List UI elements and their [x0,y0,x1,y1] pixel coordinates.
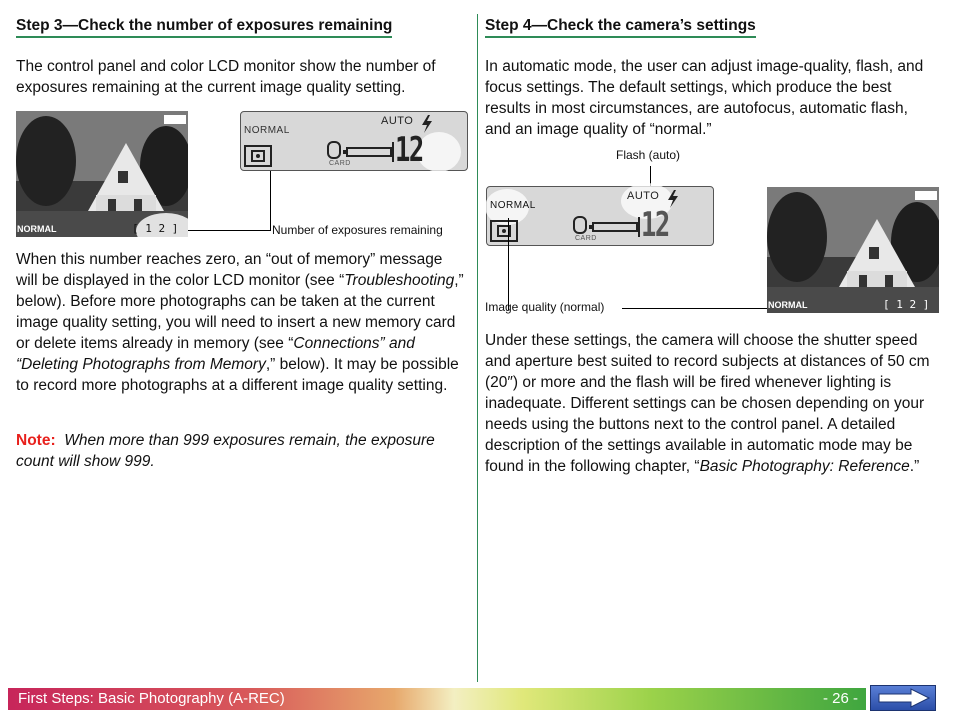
lcd-monitor-photo [16,111,188,237]
next-page-arrow-icon [871,686,935,710]
house-photo-image [16,111,188,237]
photo-exposure-count: [ 1 2 ] [132,222,179,235]
lcd-monitor-photo-settings [767,187,939,313]
footer-bar [8,688,866,710]
step3-body-text-2: ,” below). Before more photographs can be taken at the current image quality setting, you will need to insert a new memory card or delete items already in memory (see “ [16,272,464,352]
panel-card-label: CARD [329,160,351,167]
step3-intro: The control panel and color LCD monitor show the number of exposures remaining at the current image quality setting. [16,58,436,96]
panel-exposure-count: 12 [395,130,423,170]
column-divider [477,14,478,682]
battery-icon [915,191,937,200]
panel-exposure-count: 12 [641,205,669,245]
panel-auto-label: AUTO [381,115,414,127]
matrix-metering-icon [490,220,518,242]
basic-photography-reference-link[interactable]: Basic Photography: Reference [699,458,910,475]
card-memory-icon [573,215,643,237]
step4-intro: In automatic mode, the user can adjust image-quality, flash, and focus settings. The default settings, which produce the best results in most circumstances, are autofocus, automatic flash, and an image quality of “normal.” [485,58,924,138]
photo-quality-label: NORMAL [17,224,57,234]
count-highlight [417,132,461,172]
step3-body-text-1: When this number reaches zero, an “out of memory” message will be displayed in the color LCD monitor (see “ [16,251,443,289]
callout-flash-auto: Flash (auto) [616,148,681,162]
house-photo-image [767,187,939,313]
flash-icon [667,190,679,208]
panel-quality-label: NORMAL [244,125,290,136]
note-text: When more than 999 exposures remain, the exposure count will show 999. [16,432,435,470]
card-memory-icon [327,140,397,162]
photo-quality-label: NORMAL [768,300,808,310]
callout-line-exposures [188,230,270,231]
panel-auto-label: AUTO [627,190,660,202]
step3-note [16,430,468,472]
footer-page-number: - 26 - [822,690,858,707]
next-page-button[interactable] [870,685,936,711]
step4-body [485,330,935,477]
panel-card-label: CARD [575,235,597,242]
step3-body [16,249,468,396]
callout-line-quality [622,308,768,309]
callout-line-exposures-vertical [270,171,271,231]
step3-body-text-3: ,” below). It may be possible to record more photographs at a different image quality setting. [16,356,459,394]
photo-exposure-count: [ 1 2 ] [883,298,930,311]
footer-chapter-title: First Steps: Basic Photography (A-REC) [18,690,285,707]
connections-link[interactable]: Connections” and “Deleting Photographs from Memory [16,335,415,373]
step4-body-text-1: Under these settings, the camera will choose the shutter speed and aperture best suited to record subjects at distances of 50 cm (20″) or more and the flash will be fired whenever lighting is inadequate. Different settings can be chosen depending on your needs using the buttons next to the control panel. A detailed description of the settings available in automatic mode may be found in the following chapter, “ [485,332,930,475]
callout-image-quality: Image quality (normal) [485,300,605,314]
step3-heading: Step 3—Check the number of exposures remaining [16,17,392,38]
step4-heading: Step 4—Check the camera’s settings [485,17,756,38]
callout-exposures-remaining: Number of exposures remaining [272,223,443,237]
control-panel-display-settings [486,186,714,246]
battery-icon [164,115,186,124]
step4-body-text-2: .” [909,458,920,475]
panel-quality-label: NORMAL [490,200,536,211]
troubleshooting-link[interactable]: Troubleshooting [344,272,455,289]
control-panel-display [240,111,468,171]
callout-line-quality-vertical [508,218,509,310]
flash-icon [421,115,433,133]
note-label: Note: [16,432,56,449]
matrix-metering-icon [244,145,272,167]
